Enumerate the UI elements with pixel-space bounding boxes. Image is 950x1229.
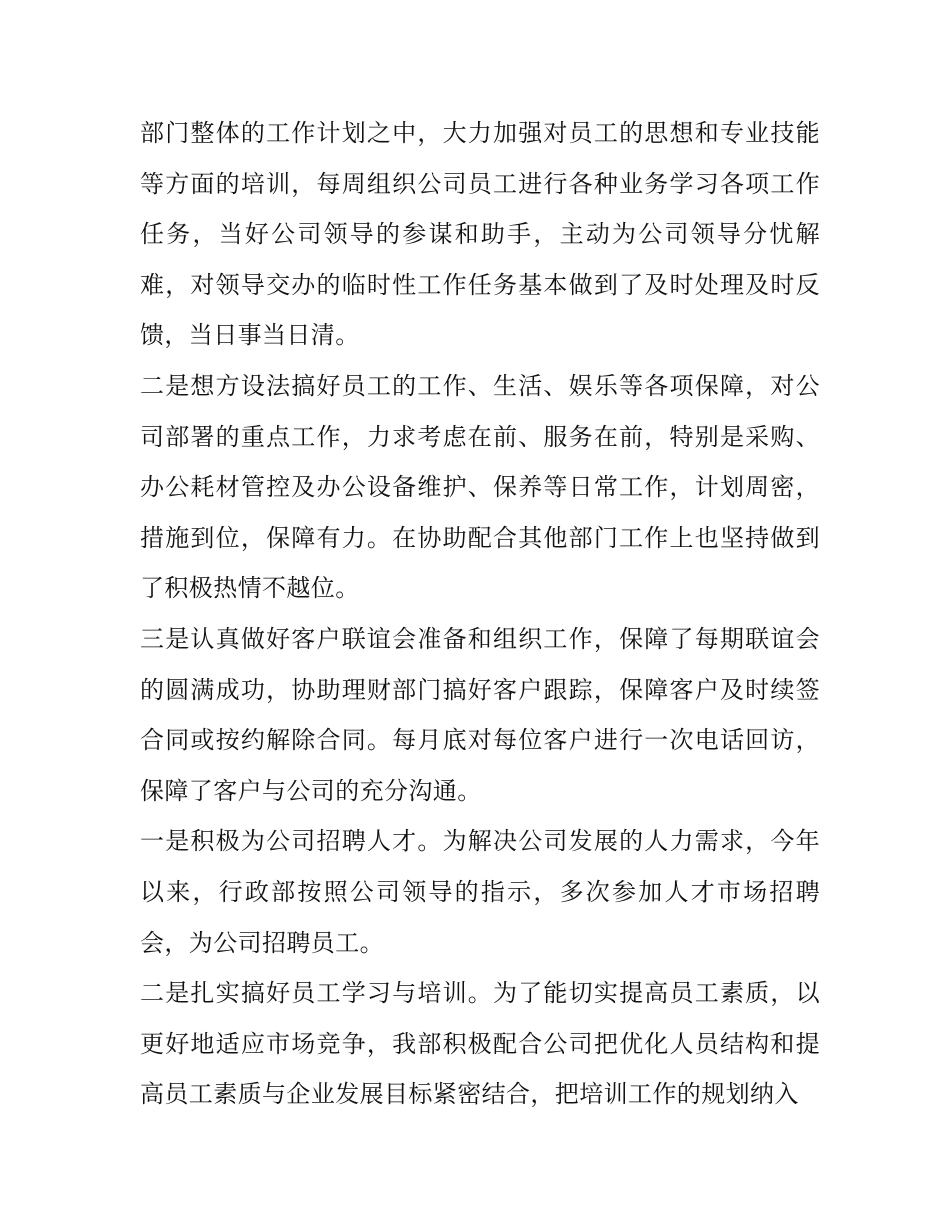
paragraph-3: 三是认真做好客户联谊会准备和组织工作，保障了每期联谊会的圆满成功，协助理财部门搞好客户跟踪，保障客户及时续签合同或按约解除合同。每月底对每位客户进行一次电话回访，保障了客户与公司的充分沟通。: [140, 624, 820, 805]
paragraph-5: 二是扎实搞好员工学习与培训。为了能切实提高员工素质，以更好地适应市场竞争，我部积极配合公司把优化人员结构和提高员工素质与企业发展目标紧密结合，把培训工作的规划纳入: [140, 979, 820, 1109]
document-page: [140, 108, 820, 1120]
paragraph-1: 部门整体的工作计划之中，大力加强对员工的思想和专业技能等方面的培训，每周组织公司员工进行各种业务学习各项工作任务，当好公司领导的参谋和助手，主动为公司领导分忧解难，对领导交办的临时性工作任务基本做到了及时处理及时反馈，当日事当日清。: [140, 119, 820, 350]
paragraph-4: 一是积极为公司招聘人才。为解决公司发展的人力需求，今年以来，行政部按照公司领导的指示，多次参加人才市场招聘会，为公司招聘员工。: [140, 827, 820, 957]
paragraph-2: 二是想方设法搞好员工的工作、生活、娱乐等各项保障，对公司部署的重点工作，力求考虑在前、服务在前，特别是采购、办公耗材管控及办公设备维护、保养等日常工作，计划周密，措施到位，保障有力。在协助配合其他部门工作上也坚持做到了积极热情不越位。: [140, 371, 820, 603]
